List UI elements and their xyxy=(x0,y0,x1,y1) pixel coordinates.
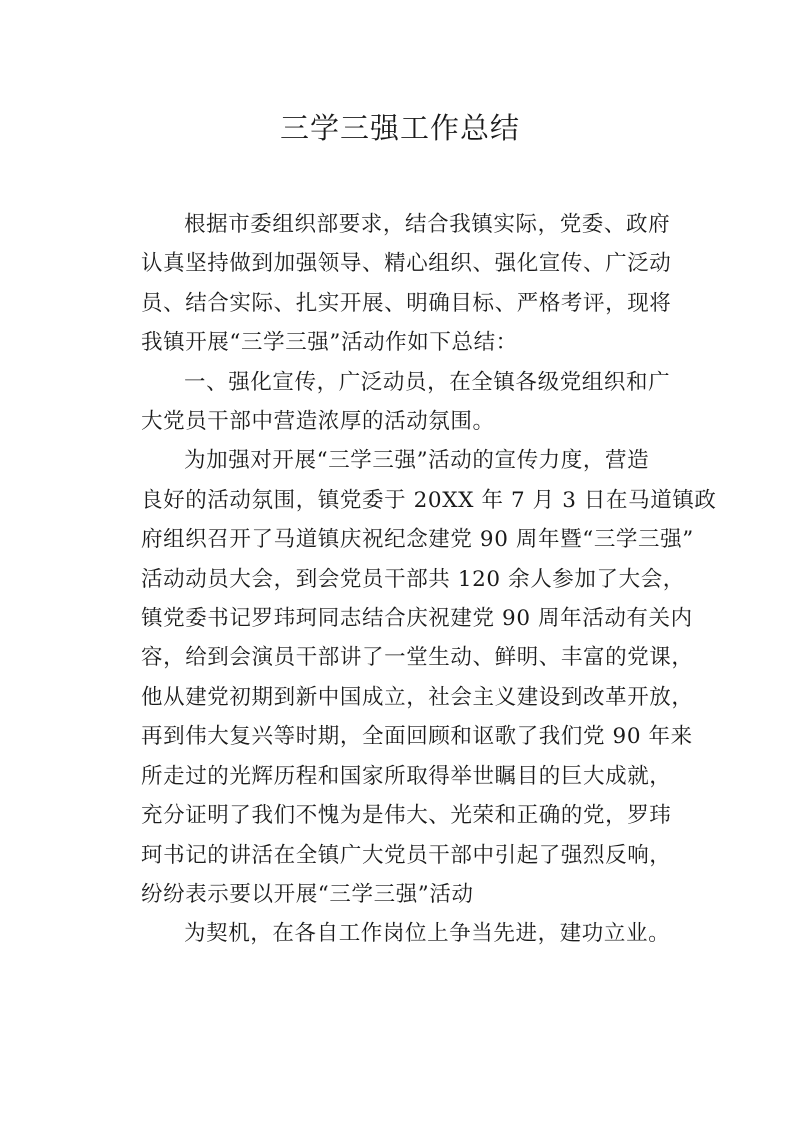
paragraph-section-heading xyxy=(141,363,671,442)
document-title: 三学三强工作总结 xyxy=(279,111,520,145)
text-line: 认真坚持做到加强领导、精心组织、强化宣传、广泛动 xyxy=(141,251,672,277)
text-line: 大党员干部中营造浓厚的活动氛围。 xyxy=(141,409,495,435)
text-line: 充分证明了我们不愧为是伟大、光荣和正确的党，罗玮 xyxy=(141,803,672,829)
text-line: 员、结合实际、扎实开展、明确目标、严格考评，现将 xyxy=(141,290,672,316)
text-line: 根据市委组织部要求，结合我镇实际，党委、政府 xyxy=(184,212,671,237)
text-line: 纷纷表示要以开展“三学三强”活动 xyxy=(141,881,474,907)
text-line: 容，给到会演员干部讲了一堂生动、鲜明、丰富的党课， xyxy=(141,645,694,671)
text-line: 良好的活动氛围，镇党委于 20XX 年 7 月 3 日在马道镇政 xyxy=(141,487,717,513)
text-line: 府组织召开了马道镇庆祝纪念建党 90 周年暨“三学三强” xyxy=(141,527,694,553)
text-line: 为契机，在各自工作岗位上争当先进，建功立业。 xyxy=(184,921,671,947)
text-line: 活动动员大会，到会党员干部共 120 余人参加了大会， xyxy=(141,566,685,592)
text-line: 所走过的光辉历程和国家所取得举世瞩目的巨大成就， xyxy=(141,763,672,789)
document-body xyxy=(141,205,717,954)
text-line: 一、强化宣传，广泛动员，在全镇各级党组织和广 xyxy=(184,369,671,395)
paragraph-intro xyxy=(141,205,672,363)
text-line: 我镇开展“三学三强”活动作如下总结： xyxy=(141,330,518,356)
text-line: 再到伟大复兴等时期，全面回顾和讴歌了我们党 90 年来 xyxy=(141,724,693,750)
text-line: 镇党委书记罗玮珂同志结合庆祝建党 90 周年活动有关内 xyxy=(141,606,693,632)
text-line: 他从建党初期到新中国成立，社会主义建设到改革开放， xyxy=(141,684,694,710)
text-line: 为加强对开展“三学三强”活动的宣传力度，营造 xyxy=(184,448,650,474)
paragraph-body xyxy=(141,441,717,914)
paragraph-closing xyxy=(141,914,671,953)
text-line: 珂书记的讲活在全镇广大党员干部中引起了强烈反响， xyxy=(141,842,672,868)
